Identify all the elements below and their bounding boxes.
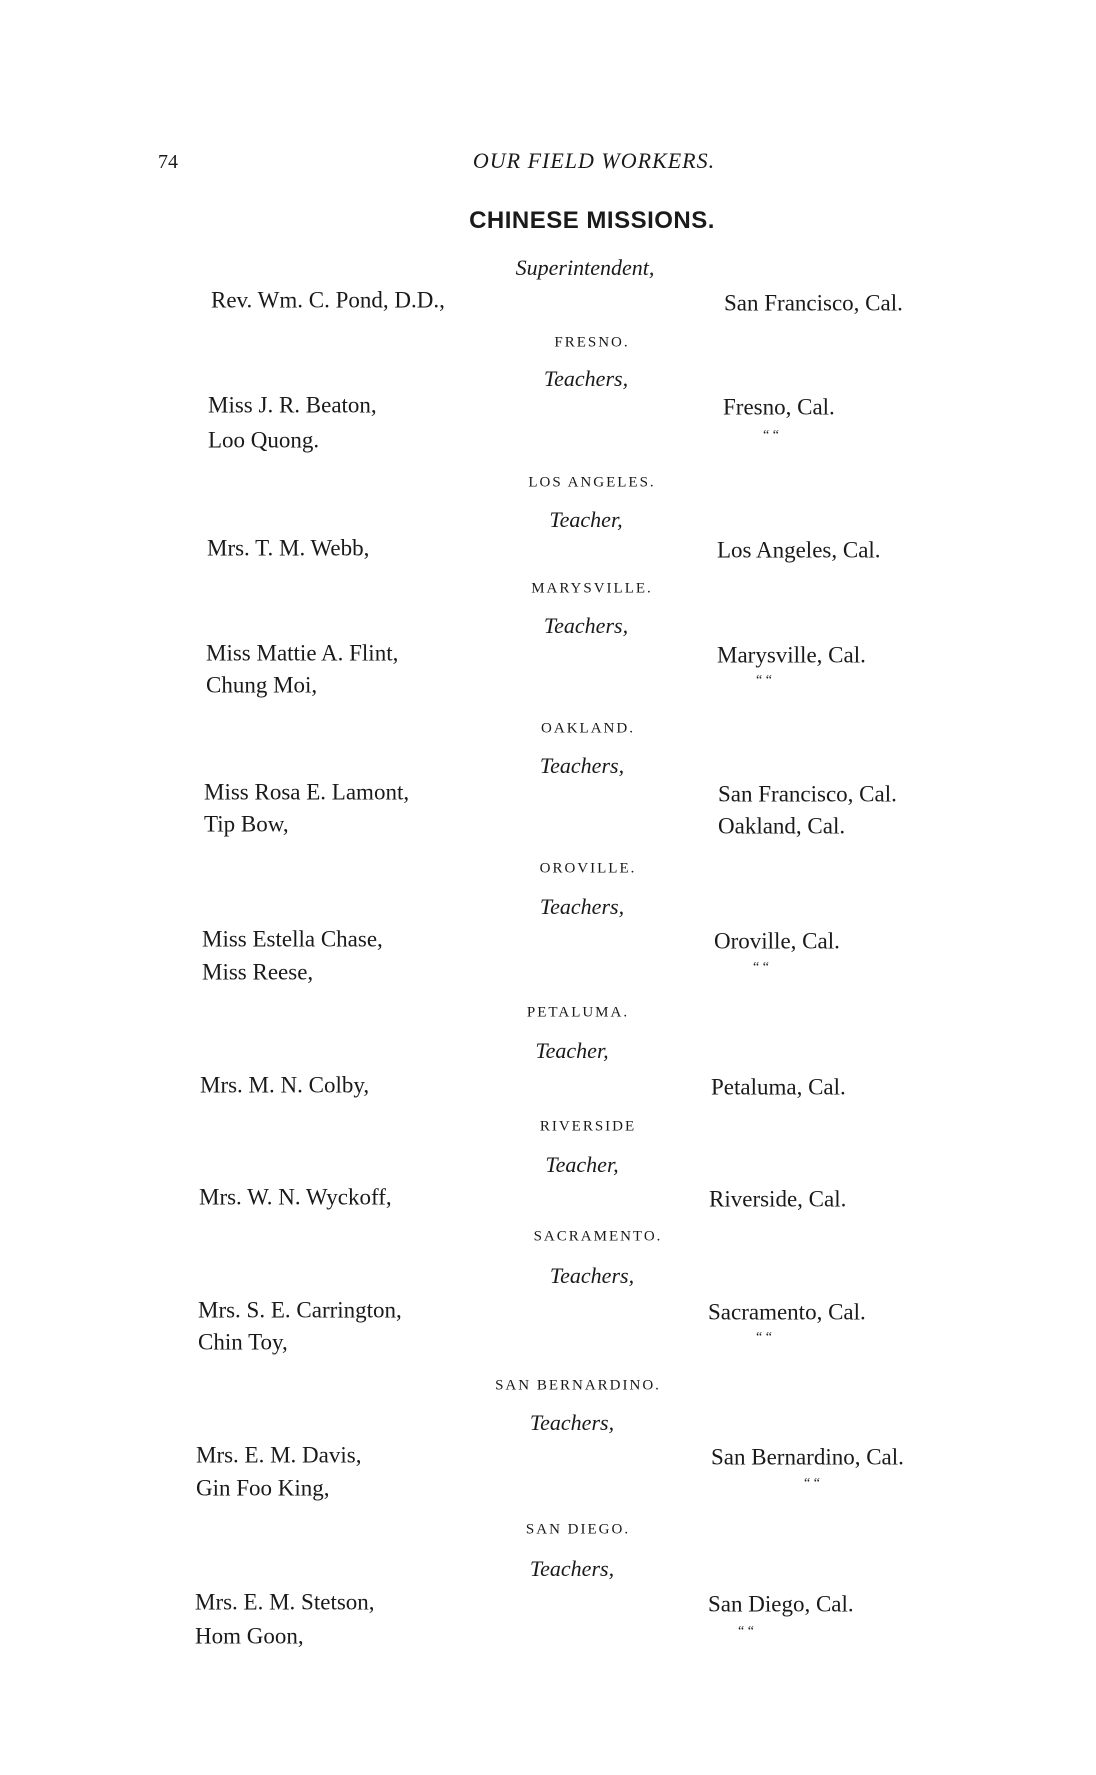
person-place: Petaluma, Cal. [711, 1074, 846, 1100]
section-heading: OROVILLE. [539, 860, 637, 877]
person-place: Oakland, Cal. [718, 813, 846, 839]
person-place: San Diego, Cal. [708, 1591, 854, 1617]
section-role: Teachers, [539, 894, 625, 919]
page-title: CHINESE MISSIONS. [469, 207, 715, 234]
person-name: Gin Foo King, [196, 1475, 330, 1501]
ditto-mark: “ “ [763, 428, 779, 443]
person-place: Oroville, Cal. [714, 928, 840, 954]
superintendent-name: Rev. Wm. C. Pond, D.D., [211, 287, 445, 313]
person-name: Mrs. S. E. Carrington, [198, 1297, 402, 1323]
ditto-mark: “ “ [804, 1476, 820, 1491]
section-role: Teachers, [529, 1410, 615, 1435]
person-name: Loo Quong. [208, 427, 320, 453]
person-place: San Bernardino, Cal. [711, 1444, 904, 1470]
section-heading: MARYSVILLE. [531, 580, 653, 597]
person-name: Tip Bow, [204, 811, 289, 837]
person-place: Riverside, Cal. [709, 1186, 847, 1212]
section-role: Teacher, [545, 1152, 619, 1177]
section-heading: SACRAMENTO. [533, 1228, 663, 1245]
section-role: Teachers, [543, 613, 629, 638]
section-heading: SAN DIEGO. [525, 1521, 631, 1538]
section-role: Teachers, [539, 753, 625, 778]
person-place: Los Angeles, Cal. [717, 537, 881, 563]
section-heading: PETALUMA. [526, 1004, 630, 1021]
section-role: Teacher, [549, 507, 623, 532]
section-heading: RIVERSIDE [539, 1118, 637, 1135]
person-name: Miss Rosa E. Lamont, [204, 779, 410, 805]
ditto-mark: “ “ [756, 673, 772, 688]
person-name: Chin Toy, [198, 1329, 288, 1355]
person-place: Fresno, Cal. [723, 394, 835, 420]
section-heading: SAN BERNARDINO. [495, 1377, 661, 1394]
person-place: Marysville, Cal. [717, 642, 866, 668]
section-role: Teachers, [529, 1556, 615, 1581]
person-place: Sacramento, Cal. [708, 1299, 866, 1325]
person-name: Mrs. E. M. Stetson, [195, 1589, 375, 1615]
ditto-mark: “ “ [756, 1330, 772, 1345]
person-name: Mrs. M. N. Colby, [200, 1072, 370, 1098]
section-heading: LOS ANGELES. [528, 474, 656, 491]
person-name: Miss Reese, [202, 959, 314, 985]
section-heading: FRESNO. [554, 334, 630, 351]
person-name: Hom Goon, [195, 1623, 304, 1649]
section-role: Teachers, [549, 1263, 635, 1288]
section-role: Teachers, [543, 366, 629, 391]
person-name: Miss Mattie A. Flint, [206, 640, 399, 666]
person-name: Miss Estella Chase, [202, 926, 383, 952]
person-name: Mrs. E. M. Davis, [196, 1442, 362, 1468]
person-place: San Francisco, Cal. [718, 781, 897, 807]
ditto-mark: “ “ [738, 1624, 754, 1639]
section-role: Teacher, [535, 1038, 609, 1063]
superintendent-role: Superintendent, [515, 255, 655, 280]
person-name: Mrs. T. M. Webb, [207, 535, 370, 561]
person-name: Chung Moi, [206, 672, 318, 698]
section-heading: OAKLAND. [541, 720, 635, 737]
page-number: 74 [158, 151, 178, 173]
running-head: OUR FIELD WORKERS. [472, 148, 716, 173]
superintendent-place: San Francisco, Cal. [724, 290, 903, 316]
ditto-mark: “ “ [753, 960, 769, 975]
person-name: Mrs. W. N. Wyckoff, [199, 1184, 392, 1210]
person-name: Miss J. R. Beaton, [208, 392, 377, 418]
